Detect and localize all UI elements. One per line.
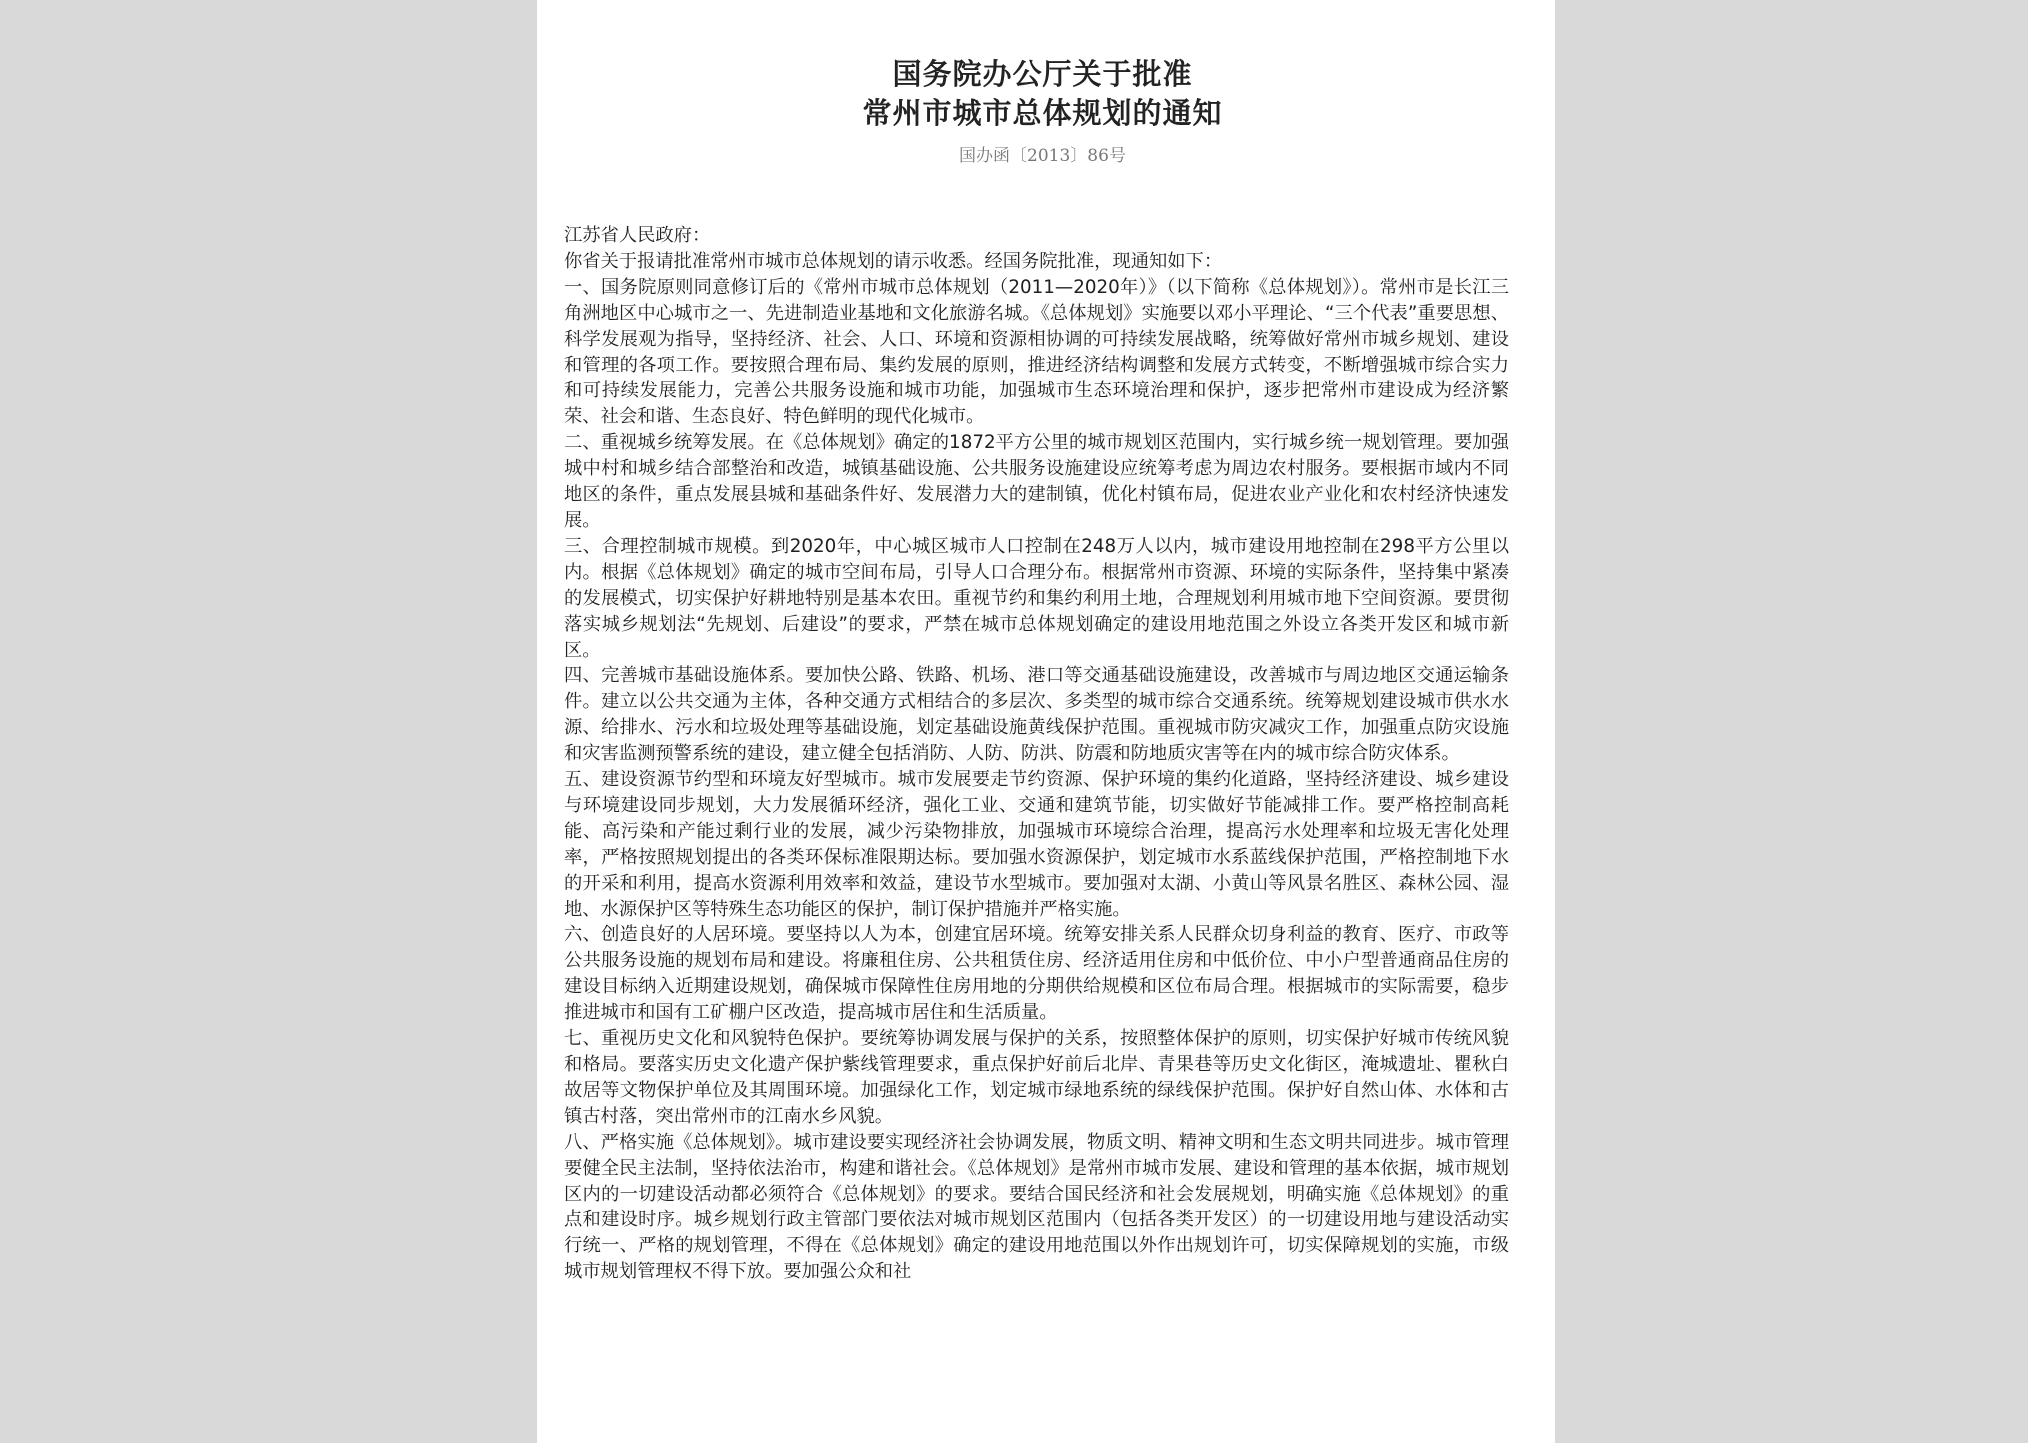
paragraph-intro: 你省关于报请批准常州市城市总体规划的请示收悉。经国务院批准，现通知如下： (564, 250, 1223, 272)
document-body (564, 223, 1509, 1285)
paragraph-4: 四、完善城市基础设施体系。要加快公路、铁路、机场、港口等交通基础设施建设，改善城市与周边地区交通运输条件。建立以公共交通为主体，各种交通方式相结合的多层次、多类型的城市综合交通系统。统筹规划建设城市供水水源、给排水、污水和垃圾处理等基础设施，划定基础设施黄线保护范围。重视城市防灾减灾工作，加强重点防灾设施和灾害监测预警系统的建设，建立健全包括消防、人防、防洪、防震和防地质灾害等在内的城市综合防灾体系。 (564, 665, 1509, 765)
paragraph-7: 七、重视历史文化和风貌特色保护。要统筹协调发展与保护的关系，按照整体保护的原则，切实保护好城市传统风貌和格局。要落实历史文化遗产保护紫线管理要求，重点保护好前后北岸、青果巷等历史文化街区，淹城遗址、瞿秋白故居等文物保护单位及其周围环境。加强绿化工作，划定城市绿地系统的绿线保护范围。保护好自然山体、水体和古镇古村落，突出常州市的江南水乡风貌。 (564, 1028, 1509, 1127)
salutation: 江苏省人民政府： (564, 225, 711, 246)
paragraph-8: 八、严格实施《总体规划》。城市建设要实现经济社会协调发展，物质文明、精神文明和生态文明共同进步。城市管理要健全民主法制，坚持依法治市，构建和谐社会。《总体规划》是常州市城市发展、建设和管理的基本依据，城市规划区内的一切建设活动都必须符合《总体规划》的要求。要结合国民经济和社会发展规划，明确实施《总体规划》的重点和建设时序。城乡规划行政主管部门要依法对城市规划区范围内（包括各类开发区）的一切建设用地与建设活动实行统一、严格的规划管理，不得在《总体规划》确定的建设用地范围以外作出规划许可，切实保障规划的实施，市级城市规划管理权不得下放。要加强公众和社 (564, 1131, 1509, 1283)
paragraph-6: 六、创造良好的人居环境。要坚持以人为本，创建宜居环境。统筹安排关系人民群众切身利益的教育、医疗、市政等公共服务设施的规划布局和建设。将廉租住房、公共租赁住房、经济适用住房和中低价位、中小户型普通商品住房的建设目标纳入近期建设规划，确保城市保障性住房用地的分期供给规模和区位布局合理。根据城市的实际需要，稳步推进城市和国有工矿棚户区改造，提高城市居住和生活质量。 (564, 924, 1509, 1024)
paragraph-3: 三、合理控制城市规模。到2020年，中心城区城市人口控制在248万人以内，城市建设用地控制在298平方公里以内。根据《总体规划》确定的城市空间布局，引导人口合理分布。根据常州市资源、环境的实际条件，坚持集中紧凑的发展模式，切实保护好耕地特别是基本农田。重视节约和集约利用土地，合理规划利用城市地下空间资源。要贯彻落实城乡规划法“先规划、后建设”的要求，严禁在城市总体规划确定的建设用地范围之外设立各类开发区和城市新区。 (564, 535, 1509, 661)
paragraph-2: 二、重视城乡统筹发展。在《总体规划》确定的1872平方公里的城市规划区范围内，实行城乡统一规划管理。要加强城中村和城乡结合部整治和改造，城镇基础设施、公共服务设施建设应统筹考虑为周边农村服务。要根据市域内不同地区的条件，重点发展县城和基础条件好、发展潜力大的建制镇，优化村镇布局，促进农业产业化和农村经济快速发展。 (564, 432, 1509, 531)
paragraph-1: 一、国务院原则同意修订后的《常州市城市总体规划（2011—2020年）》（以下简称《总体规划》）。常州市是长江三角洲地区中心城市之一、先进制造业基地和文化旅游名城。《总体规划》实施要以邓小平理论、“三个代表”重要思想、科学发展观为指导，坚持经济、社会、人口、环境和资源相协调的可持续发展战略，统筹做好常州市城乡规划、建设和管理的各项工作。要按照合理布局、集约发展的原则，推进经济结构调整和发展方式转变，不断增强城市综合实力和可持续发展能力，完善公共服务设施和城市功能，加强城市生态环境治理和保护，逐步把常州市建设成为经济繁荣、社会和谐、生态良好、特色鲜明的现代化城市。 (564, 276, 1509, 428)
title-line-2: 常州市城市总体规划的通知 (862, 96, 1223, 130)
paragraph-5: 五、建设资源节约型和环境友好型城市。城市发展要走节约资源、保护环境的集约化道路，坚持经济建设、城乡建设与环境建设同步规划，大力发展循环经济，强化工业、交通和建筑节能，切实做好节能减排工作。要严格控制高耗能、高污染和产能过剩行业的发展，减少污染物排放，加强城市环境综合治理，提高污水处理率和垃圾无害化处理率，严格按照规划提出的各类环保标准限期达标。要加强水资源保护，划定城市水系蓝线保护范围，严格控制地下水的开采和利用，提高水资源利用效率和效益，建设节水型城市。要加强对太湖、小黄山等风景名胜区、森林公园、湿地、水源保护区等特殊生态功能区的保护，制订保护措施并严格实施。 (564, 769, 1509, 920)
title-line-1: 国务院办公厅关于批准 (892, 57, 1193, 91)
document-number: 国办函〔2013〕86号 (959, 146, 1126, 166)
document-page (537, 0, 1555, 1443)
document-title (564, 55, 1509, 133)
